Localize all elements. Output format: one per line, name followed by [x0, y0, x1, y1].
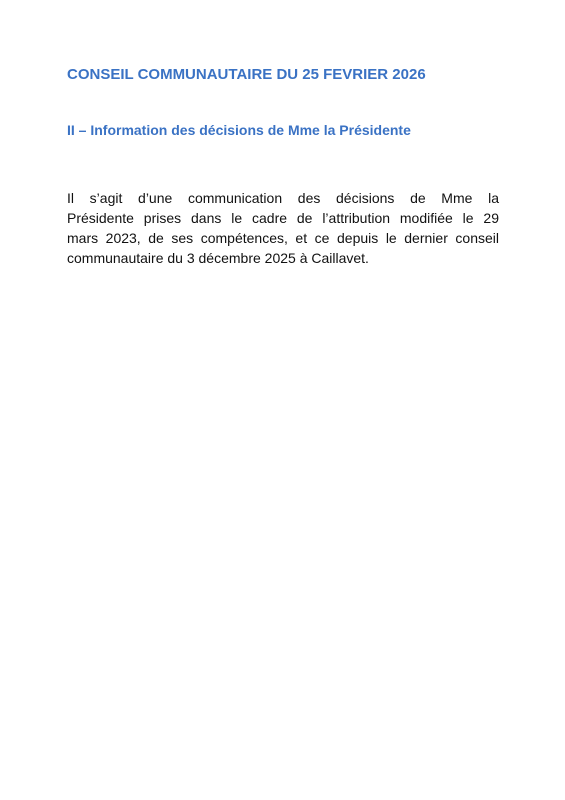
- paragraph-line: communautaire du 3 décembre 2025 à Caillavet.: [67, 250, 369, 266]
- paragraph-line: Présidente prises dans le cadre de l’attribution modifiée le 29: [67, 210, 499, 226]
- document-title: CONSEIL COMMUNAUTAIRE DU 25 FEVRIER 2026: [67, 66, 426, 83]
- body-paragraph: [67, 188, 499, 268]
- section-heading: II – Information des décisions de Mme la Présidente: [67, 122, 411, 138]
- paragraph-line: Il s’agit d’une communication des décisions de Mme la: [67, 190, 499, 206]
- paragraph-line: mars 2023, de ses compétences, et ce depuis le dernier conseil: [67, 230, 499, 246]
